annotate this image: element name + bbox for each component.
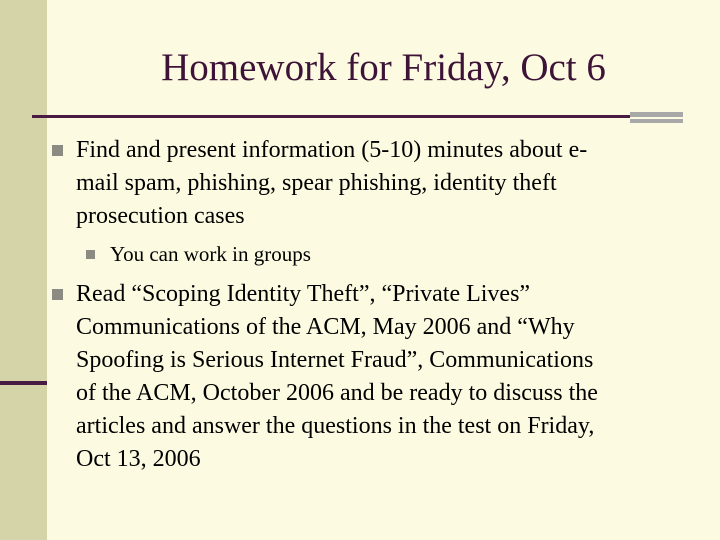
bullet-2-line-4: of the ACM, October 2006 and be ready to discuss the — [76, 380, 598, 406]
left-decorative-band — [0, 0, 47, 540]
slide-title: Homework for Friday, Oct 6 — [161, 46, 606, 89]
bullet-2-line-1: Read “Scoping Identity Theft”, “Private Lives” — [76, 281, 531, 307]
bullet-marker — [52, 289, 63, 300]
bullet-1-line-2: mail spam, phishing, spear phishing, identity theft — [76, 170, 557, 196]
title-divider-accent — [630, 112, 683, 117]
sub-bullet-1-text: You can work in groups — [110, 242, 311, 266]
title-divider-accent-lower — [630, 119, 683, 123]
bullet-2-text — [76, 278, 598, 476]
bullet-1-line-3: prosecution cases — [76, 203, 245, 229]
bullet-1-line-1: Find and present information (5-10) minutes about e- — [76, 137, 588, 163]
left-accent-bar — [0, 381, 47, 385]
bullet-2-line-6: Oct 13, 2006 — [76, 446, 201, 472]
bullet-2-line-5: articles and answer the questions in the test on Friday, — [76, 413, 595, 439]
sub-bullet-marker — [86, 250, 95, 259]
bullet-2-line-2: Communications of the ACM, May 2006 and “Why — [76, 314, 575, 340]
bullet-2-line-3: Spoofing is Serious Internet Fraud”, Communications — [76, 347, 594, 373]
title-divider — [32, 115, 630, 118]
bullet-1-text — [76, 134, 587, 233]
bullet-marker — [52, 145, 63, 156]
